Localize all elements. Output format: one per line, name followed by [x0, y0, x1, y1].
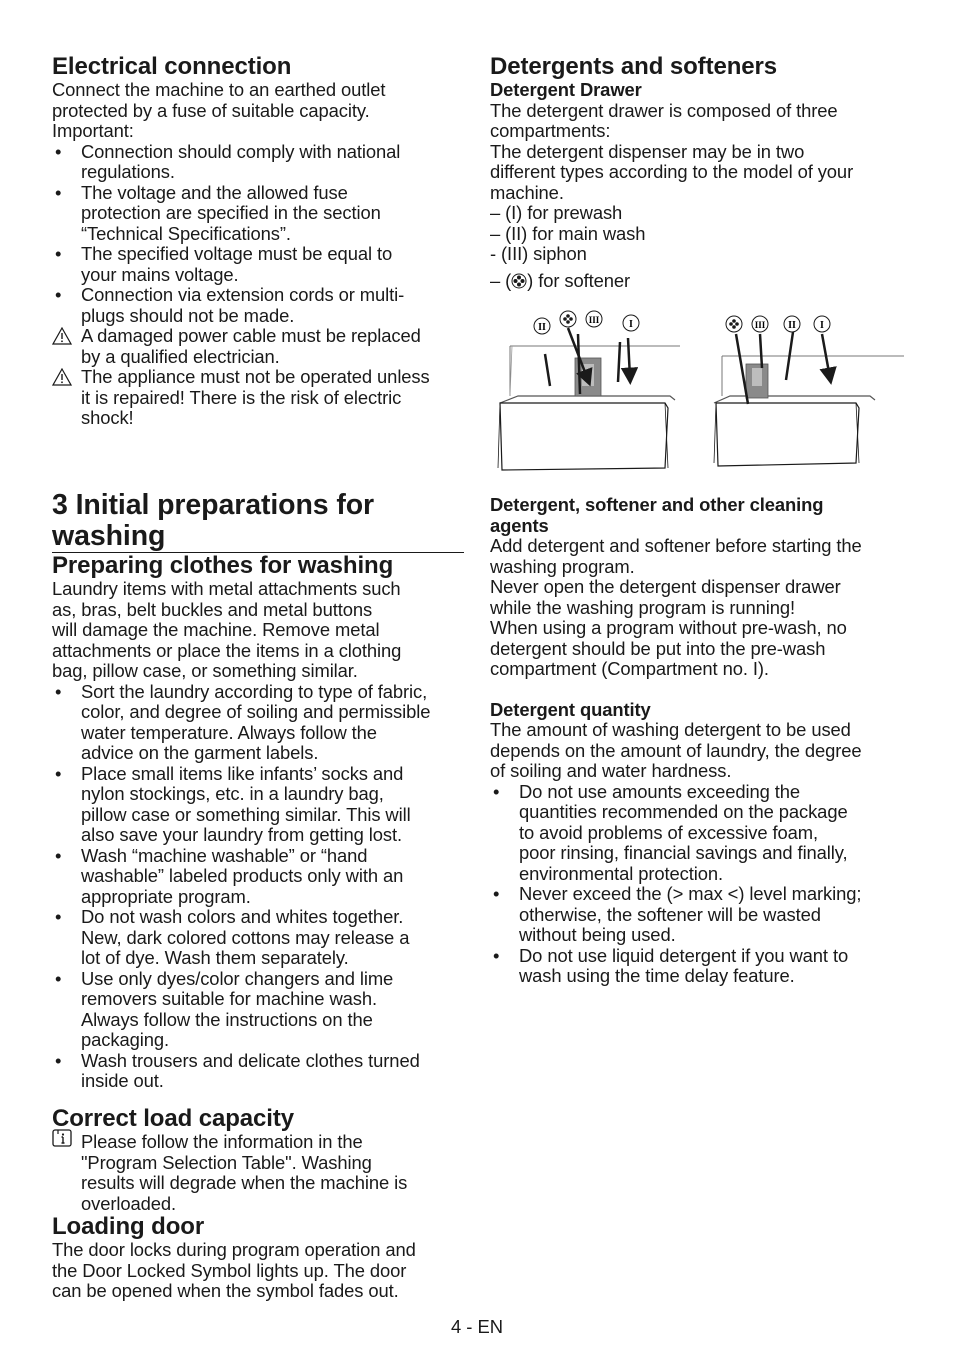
fig-label-left-ii: II: [538, 322, 546, 333]
list-item: [52, 142, 464, 183]
text-line: quantities recommended on the package: [519, 801, 848, 822]
text-line: results will degrade when the machine is: [81, 1172, 408, 1193]
quantity-heading: Detergent quantity: [490, 698, 651, 720]
text-line: Add detergent and softener before starting the: [490, 535, 862, 556]
electrical-section: [52, 54, 464, 429]
text-line: – (II) for main wash: [490, 222, 646, 244]
list-item: [490, 782, 904, 885]
text-line: - (III) siphon: [490, 243, 587, 264]
label-circle: [560, 311, 576, 327]
load-capacity-heading: Correct load capacity: [52, 1105, 294, 1132]
text-line: different types according to the model of your: [490, 161, 854, 182]
text-line: Never open the detergent dispenser drawer: [490, 576, 841, 597]
list-item: [52, 244, 464, 285]
text-line: protection are specified in the section: [81, 202, 381, 223]
text-line: by a qualified electrician.: [81, 345, 280, 367]
detergents-heading: Detergents and softeners: [490, 53, 778, 80]
text-line: inside out.: [81, 1070, 164, 1091]
text-line: compartment (Compartment no. I).: [490, 658, 769, 679]
warning-note: [52, 326, 464, 367]
page-number: 4 - EN: [450, 1316, 504, 1337]
section-3: [52, 490, 464, 1092]
list-item: [52, 682, 464, 764]
text-line: • Wash “machine washable” or “hand: [81, 844, 368, 866]
drawer-heading: Detergent Drawer: [490, 79, 642, 100]
text-line: When using a program without pre-wash, no: [490, 617, 847, 638]
text-line: washing program.: [490, 555, 635, 577]
compartment-list: [490, 203, 904, 291]
text-line: compartments:: [490, 120, 611, 141]
electrical-bullets: [52, 142, 464, 327]
detergent-drawer-figure: [490, 308, 904, 473]
list-item: [490, 946, 904, 987]
text-line: pillow case or something similar. This will: [81, 803, 411, 825]
text-fragment: ) for softener: [527, 269, 631, 291]
text-line: to avoid problems of excessive foam,: [519, 821, 818, 843]
text-line: Laundry items with metal attachments such: [52, 578, 401, 599]
quantity-bullets: [490, 782, 904, 987]
text-line: • The voltage and the allowed fuse: [81, 181, 348, 203]
text-line: The detergent dispenser may be in two: [490, 140, 805, 162]
heading-line: Detergent, softener and other cleaning: [490, 494, 824, 515]
text-line: "Program Selection Table". Washing: [81, 1151, 372, 1173]
text-line: also save your laundry from getting lost.: [81, 824, 402, 845]
list-item: [52, 1051, 464, 1092]
text-line: color, and degree of soiling and permissible: [81, 701, 431, 722]
text-line: plugs should not be made.: [81, 304, 295, 326]
section-3-heading: [52, 490, 464, 553]
text-line: New, dark colored cottons may release a: [81, 926, 410, 948]
drawer-text: [490, 101, 904, 204]
text-line: detergent should be put into the pre-wash: [490, 637, 826, 659]
text-line: – (I) for prewash: [490, 202, 623, 223]
text-line: it is repaired! There is the risk of electric: [81, 386, 402, 408]
text-line: environmental protection.: [519, 862, 723, 884]
text-line: poor rinsing, financial savings and finally,: [519, 842, 848, 863]
info-icon: [52, 1129, 72, 1147]
text-line: of soiling and water hardness.: [490, 760, 732, 781]
text-line: The amount of washing detergent to be used: [490, 719, 851, 740]
text-line: otherwise, the softener will be wasted: [519, 903, 821, 925]
text-line: depends on the amount of laundry, the degree: [490, 739, 862, 761]
text-line: Connect the machine to an earthed outlet: [52, 79, 386, 100]
text-line: packaging.: [81, 1029, 169, 1050]
load-capacity-section: [52, 1106, 464, 1302]
list-item: [52, 285, 464, 326]
list-item: [52, 183, 464, 245]
text-line: • Connection should comply with national: [81, 140, 401, 162]
drawer-type-b: [714, 332, 904, 466]
text-line: machine.: [490, 181, 564, 203]
text-line: Important:: [52, 120, 134, 141]
heading-line: 3 Initial preparations for: [52, 489, 375, 521]
agents-text: [490, 536, 904, 680]
softener-line: [490, 271, 904, 292]
info-note: [52, 1132, 464, 1214]
preparing-bullets: [52, 682, 464, 1092]
text-line: will damage the machine. Remove metal: [52, 619, 380, 640]
text-line: overloaded.: [81, 1192, 177, 1214]
list-item: [52, 969, 464, 1051]
preparing-intro: [52, 579, 464, 682]
text-line: lot of dye. Wash them separately.: [81, 947, 349, 968]
heading-line: agents: [490, 514, 549, 536]
text-line: • Place small items like infants’ socks and: [81, 762, 404, 784]
electrical-heading: Electrical connection: [52, 53, 292, 80]
text-line: removers suitable for machine wash.: [81, 988, 377, 1009]
text-line: A damaged power cable must be replaced: [81, 325, 421, 346]
text-line: washable” labeled products only with an: [81, 865, 404, 886]
text-line: • Do not wash colors and whites together.: [81, 906, 404, 927]
text-line: The appliance must not be operated unless: [81, 366, 430, 387]
warning-triangle-icon: [52, 327, 72, 345]
text-line: while the washing program is running!: [490, 596, 796, 618]
text-line: • Sort the laundry according to type of fabric,: [81, 680, 428, 702]
text-line: protected by a fuse of suitable capacity.: [52, 99, 370, 121]
text-line: appropriate program.: [81, 885, 251, 907]
text-line: your mains voltage.: [81, 263, 239, 285]
text-line: bag, pillow case, or something similar.: [52, 660, 358, 681]
preparing-heading: Preparing clothes for washing: [52, 552, 394, 579]
text-line: • Do not use liquid detergent if you want to: [519, 944, 849, 966]
fig-label-right-iii: III: [754, 320, 766, 330]
text-line: as, bras, belt buckles and metal buttons: [52, 598, 373, 620]
text-line: advice on the garment labels.: [81, 742, 319, 763]
text-line: “Technical Specifications”.: [81, 222, 291, 244]
list-item: [52, 907, 464, 969]
text-line: water temperature. Always follow the: [81, 721, 377, 743]
text-line: Always follow the instructions on the: [81, 1008, 373, 1030]
text-line: Please follow the information in the: [81, 1131, 363, 1152]
text-line: attachments or place the items in a clothing: [52, 639, 402, 661]
drawer-type-a: [498, 328, 680, 470]
heading-line: washing: [52, 520, 166, 552]
agents-heading: [490, 495, 904, 536]
text-line: • Never exceed the (> max <) level marking;: [519, 883, 862, 904]
text-line: • Wash trousers and delicate clothes turned: [81, 1049, 420, 1071]
detergents-section: [490, 54, 904, 291]
text-line: • The specified voltage must be equal to: [81, 243, 393, 264]
loading-door-text: [52, 1240, 464, 1302]
cleaning-agents-section: [490, 495, 904, 987]
text-line: wash using the time delay feature.: [519, 965, 795, 986]
text-line: nylon stockings, etc. in a laundry bag,: [81, 783, 384, 804]
list-item: [52, 846, 464, 908]
list-item: [52, 764, 464, 846]
fig-label-right-i: I: [820, 320, 824, 331]
warning-triangle-icon: [52, 368, 72, 386]
text-line: • Connection via extension cords or multi-: [81, 284, 405, 305]
warning-note: [52, 367, 464, 429]
text-line: can be opened when the symbol fades out.: [52, 1280, 399, 1301]
text-line: regulations.: [81, 161, 175, 182]
fig-label-left-i: I: [629, 319, 633, 330]
text-line: without being used.: [519, 924, 676, 945]
quantity-text: [490, 720, 904, 782]
text-line: shock!: [81, 407, 134, 428]
text-line: The detergent drawer is composed of three: [490, 99, 838, 121]
fig-label-left-iii: III: [588, 315, 600, 325]
label-circle: [726, 316, 742, 332]
loading-door-heading: Loading door: [52, 1213, 205, 1240]
softener-flower-icon: [511, 273, 527, 289]
text-line: the Door Locked Symbol lights up. The door: [52, 1259, 407, 1281]
text-line: • Do not use amounts exceeding the: [519, 780, 801, 802]
text-fragment: – (: [490, 269, 512, 291]
text-line: The door locks during program operation and: [52, 1239, 416, 1260]
list-item: [490, 884, 904, 946]
text-line: • Use only dyes/color changers and lime: [81, 967, 394, 989]
electrical-intro: [52, 80, 464, 142]
fig-label-right-ii: II: [788, 320, 796, 331]
